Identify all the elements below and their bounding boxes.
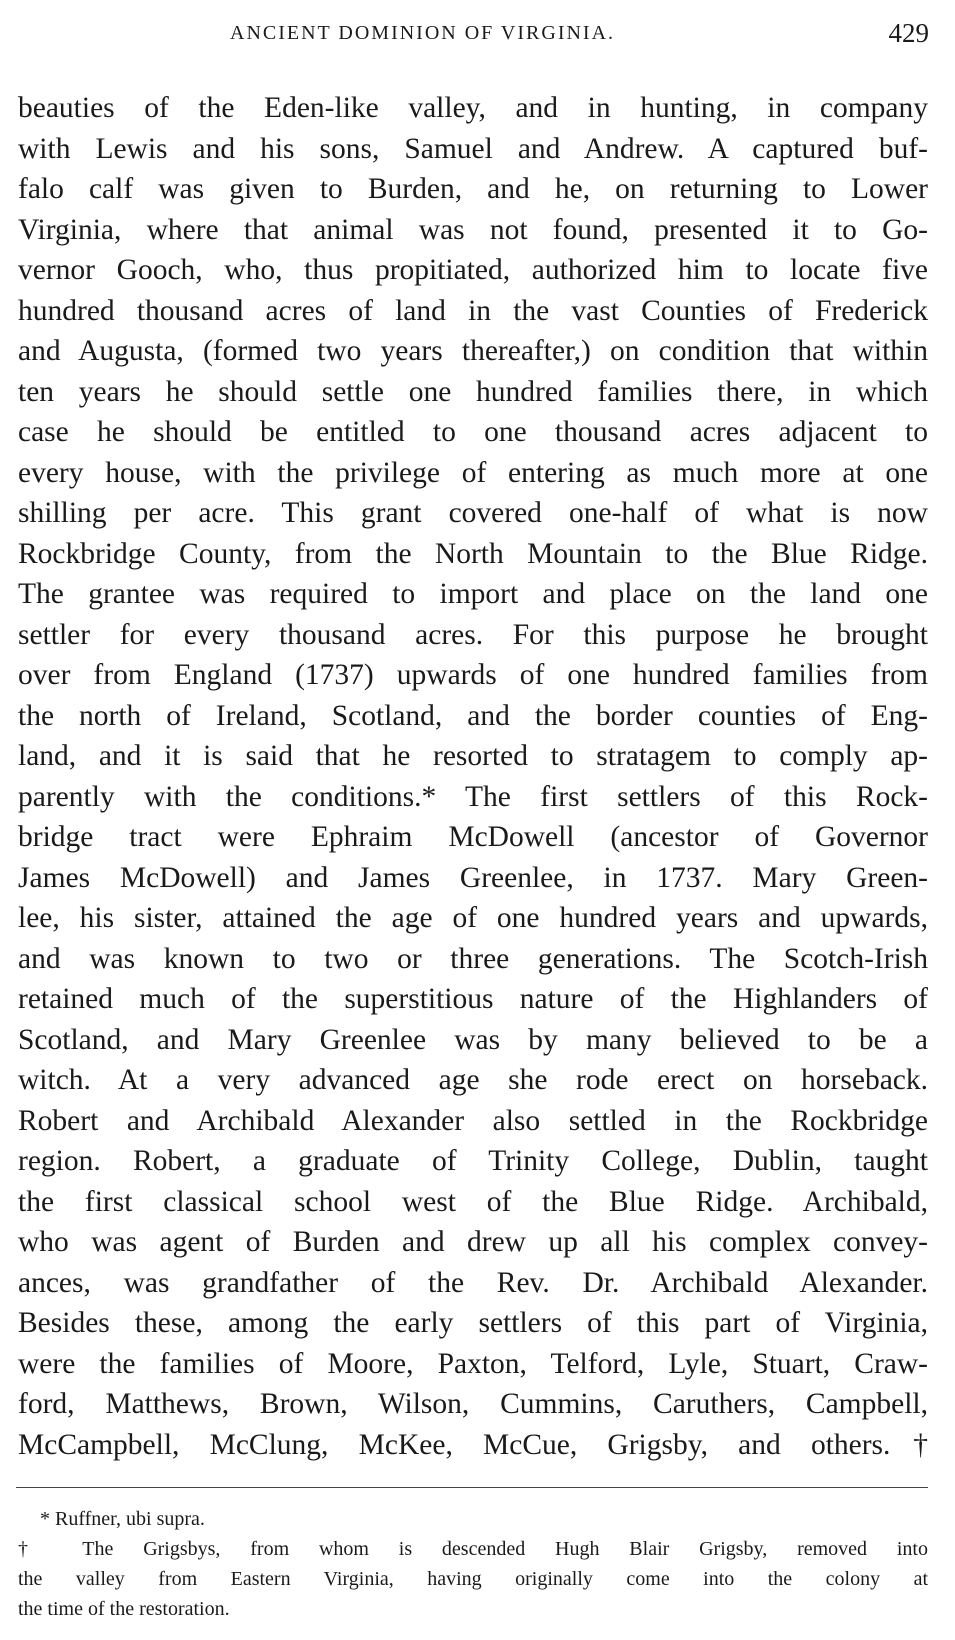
text-line: James McDowell) and James Greenlee, in 1737. Mary Green- — [18, 861, 928, 894]
text-line: hundred thousand acres of land in the vast Counties of Frederick — [18, 294, 928, 327]
text-line: ances, was grandfather of the Rev. Dr. Archibald Alexander. — [18, 1266, 928, 1299]
text-line: with Lewis and his sons, Samuel and Andrew. A captured buf- — [18, 132, 928, 165]
text-line: bridge tract were Ephraim McDowell (ancestor of Governor — [18, 821, 928, 853]
text-line: the north of Ireland, Scotland, and the border counties of Eng- — [18, 699, 928, 732]
text-line: every house, with the privilege of entering as much more at one — [18, 456, 928, 489]
text-line: land, and it is said that he resorted to stratagem to comply ap- — [18, 740, 928, 772]
text-line: ford, Matthews, Brown, Wilson, Cummins, Caruthers, Campbell, — [18, 1388, 928, 1420]
text-line: and was known to two or three generations. The Scotch-Irish — [18, 942, 928, 975]
text-line: were the families of Moore, Paxton, Telford, Lyle, Stuart, Craw- — [18, 1347, 928, 1380]
text-line: ten years he should settle one hundred families there, in which — [18, 375, 928, 408]
text-line: over from England (1737) upwards of one hundred families from — [18, 659, 928, 691]
text-line: Besides these, among the early settlers of this part of Virginia, — [18, 1307, 928, 1339]
text-line: and Augusta, (formed two years thereafter,) on condition that within — [18, 335, 928, 367]
running-title: ANCIENT DOMINION OF VIRGINIA. — [230, 22, 616, 44]
text-line: witch. At a very advanced age she rode erect on horseback. — [18, 1064, 928, 1096]
page-number: 429 — [888, 18, 929, 48]
text-line: who was agent of Burden and drew up all his complex convey- — [18, 1226, 928, 1258]
text-line: Robert and Archibald Alexander also settled in the Rockbridge — [18, 1104, 928, 1137]
text-line: McCampbell, McClung, McKee, McCue, Grigsby, and others.† — [18, 1428, 928, 1461]
body-text — [18, 88, 928, 1465]
text-line: region. Robert, a graduate of Trinity College, Dublin, taught — [18, 1145, 928, 1177]
footnotes — [18, 1504, 928, 1624]
footnote-rule — [16, 1487, 928, 1488]
text-line: shilling per acre. This grant covered one-half of what is now — [18, 497, 928, 529]
footnote-2-line: the time of the restoration. — [18, 1598, 230, 1620]
text-line: lee, his sister, attained the age of one hundred years and upwards, — [18, 902, 928, 934]
text-line: vernor Gooch, who, thus propitiated, authorized him to locate five — [18, 254, 928, 286]
text-line: Scotland, and Mary Greenlee was by many believed to be a — [18, 1023, 928, 1056]
text-line: The grantee was required to import and place on the land one — [18, 578, 928, 610]
text-line: the first classical school west of the Blue Ridge. Archibald, — [18, 1185, 928, 1218]
text-line: case he should be entitled to one thousand acres adjacent to — [18, 416, 928, 448]
text-line: falo calf was given to Burden, and he, on returning to Lower — [18, 173, 928, 205]
footnote-2-line: the valley from Eastern Virginia, having originally come into the colony at — [18, 1568, 928, 1590]
footnote-2-line: † The Grigsbys, from whom is descended Hugh Blair Grigsby, removed into — [18, 1538, 928, 1560]
text-line: retained much of the superstitious nature of the Highlanders of — [18, 983, 928, 1015]
text-line: settler for every thousand acres. For this purpose he brought — [18, 618, 928, 651]
text-line: beauties of the Eden-like valley, and in hunting, in company — [18, 92, 928, 124]
text-line: Rockbridge County, from the North Mountain to the Blue Ridge. — [18, 537, 928, 570]
footnote-1: * Ruffner, ubi supra. — [40, 1508, 205, 1530]
text-line: Virginia, where that animal was not found, presented it to Go- — [18, 213, 928, 246]
text-line: parently with the conditions.* The first settlers of this Rock- — [18, 780, 928, 813]
